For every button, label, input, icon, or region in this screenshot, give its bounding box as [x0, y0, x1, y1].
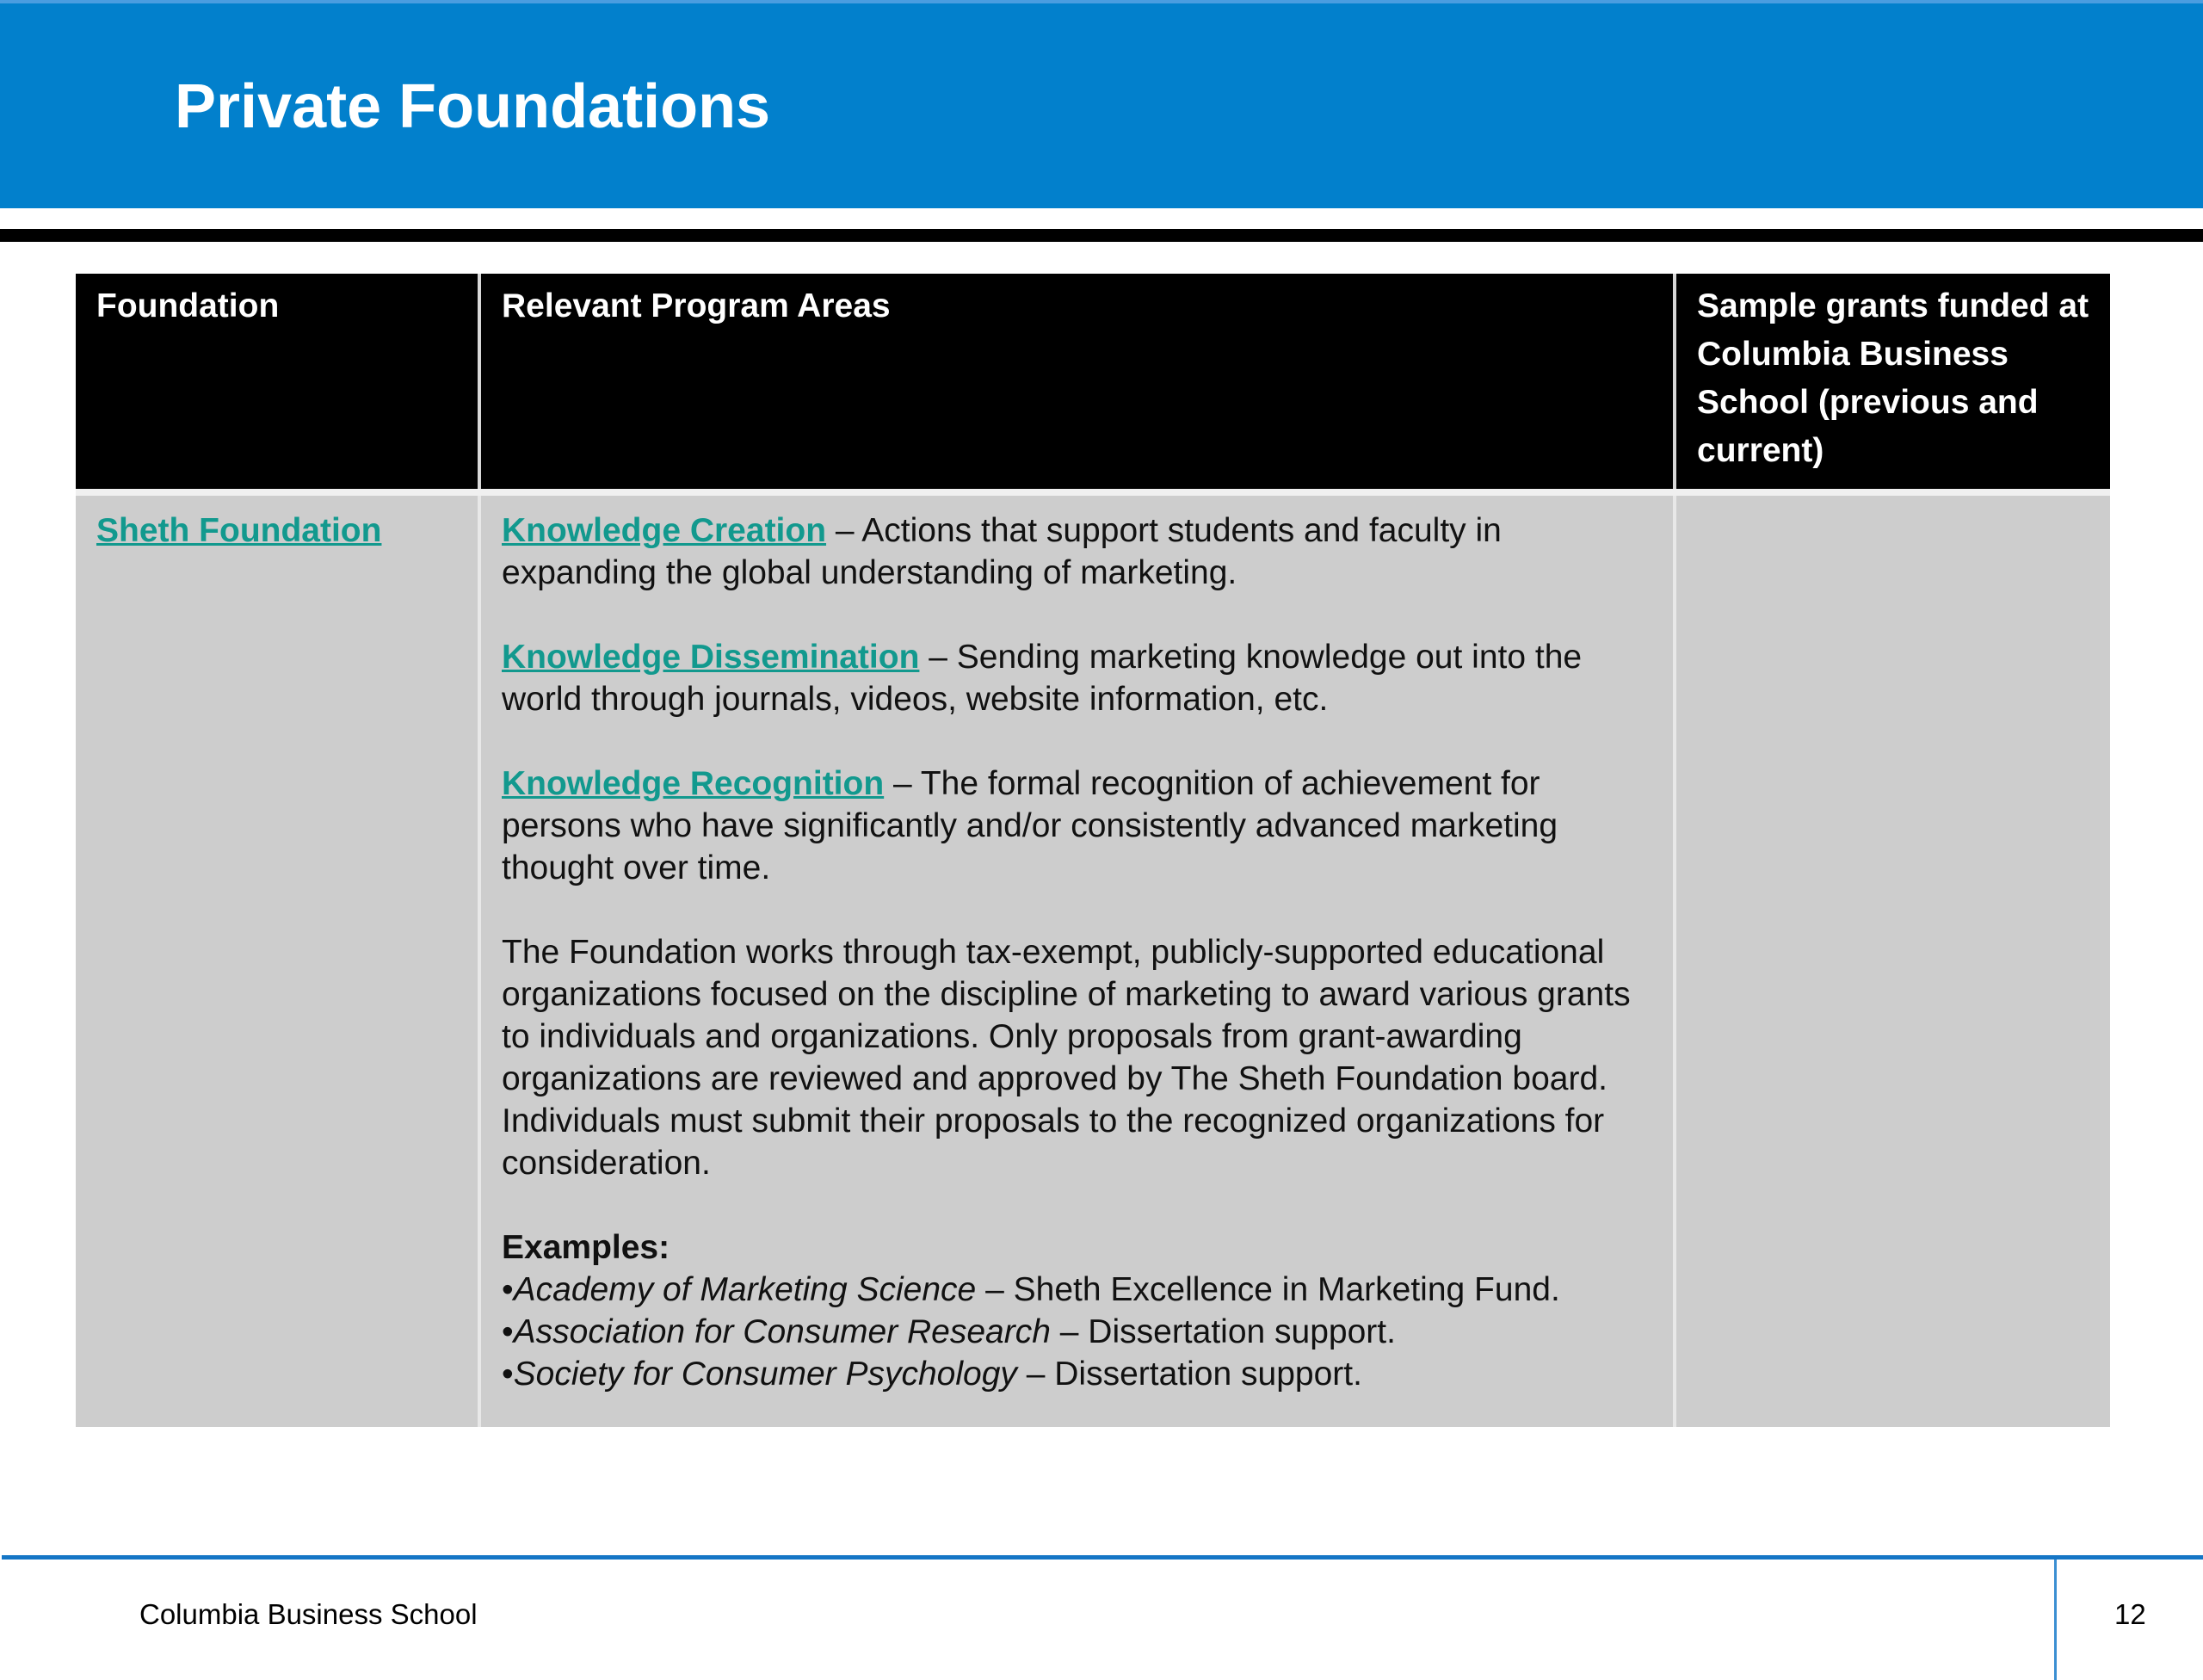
area-item	[502, 636, 1652, 720]
knowledge-dissemination-link[interactable]: Knowledge Dissemination	[502, 639, 920, 676]
table-row	[76, 492, 2110, 1427]
knowledge-recognition-link[interactable]: Knowledge Recognition	[502, 765, 885, 802]
header-foundation: Foundation	[76, 274, 479, 492]
foundation-cell	[76, 492, 479, 1427]
foundation-description: The Foundation works through tax-exempt, publicly-supported educational organizations focused on the discipline of marketing to award various grants to individuals and organizations. Only proposals from grant-awarding organizations are reviewed and approved by The Sheth Foundation board. Individuals must submit their proposals to the recognized organizations for consideration.	[502, 934, 1631, 1182]
example-org: Academy of Marketing Science	[513, 1271, 977, 1308]
header-program-areas: Relevant Program Areas	[479, 274, 1675, 492]
example-desc: – Sheth Excellence in Marketing Fund.	[976, 1271, 1560, 1308]
area-item	[502, 763, 1652, 889]
example-item: •Society for Consumer Psychology – Dissertation support.	[502, 1356, 1362, 1393]
knowledge-creation-link[interactable]: Knowledge Creation	[502, 512, 827, 549]
example-org: Association for Consumer Research	[513, 1313, 1051, 1350]
header-sample-grants: Sample grants funded at Columbia Business School (previous and current)	[1675, 274, 2110, 492]
example-org: Society for Consumer Psychology	[513, 1356, 1017, 1393]
footer-vertical-divider	[2054, 1560, 2057, 1680]
area-description: – The formal recognition of achievement for persons who have significantly and/or consistently advanced marketing thought over time.	[502, 765, 1558, 886]
example-desc: – Dissertation support.	[1050, 1313, 1396, 1350]
footer-org: Columbia Business School	[139, 1598, 478, 1630]
example-desc: – Dissertation support.	[1016, 1356, 1362, 1393]
divider	[0, 229, 2203, 242]
sample-grants-cell	[1675, 492, 2110, 1427]
examples-label: Examples:	[502, 1229, 670, 1266]
page-number: 12	[2114, 1598, 2146, 1630]
foundations-table	[76, 274, 2110, 1427]
page-title: Private Foundations	[175, 72, 771, 141]
area-description: – Actions that support students and faculty in expanding the global understanding of marketing.	[502, 512, 1502, 591]
area-item	[502, 510, 1652, 594]
example-item: •Association for Consumer Research – Dissertation support.	[502, 1313, 1396, 1350]
table-header-row	[76, 274, 2110, 492]
footer-divider	[2, 1555, 2203, 1560]
sheth-foundation-link[interactable]: Sheth Foundation	[96, 512, 382, 549]
program-areas-cell	[479, 492, 1675, 1427]
area-description: – Sending marketing knowledge out into the world through journals, videos, website information, etc.	[502, 639, 1583, 718]
example-item: •Academy of Marketing Science – Sheth Excellence in Marketing Fund.	[502, 1271, 1560, 1308]
title-banner	[0, 0, 2203, 208]
